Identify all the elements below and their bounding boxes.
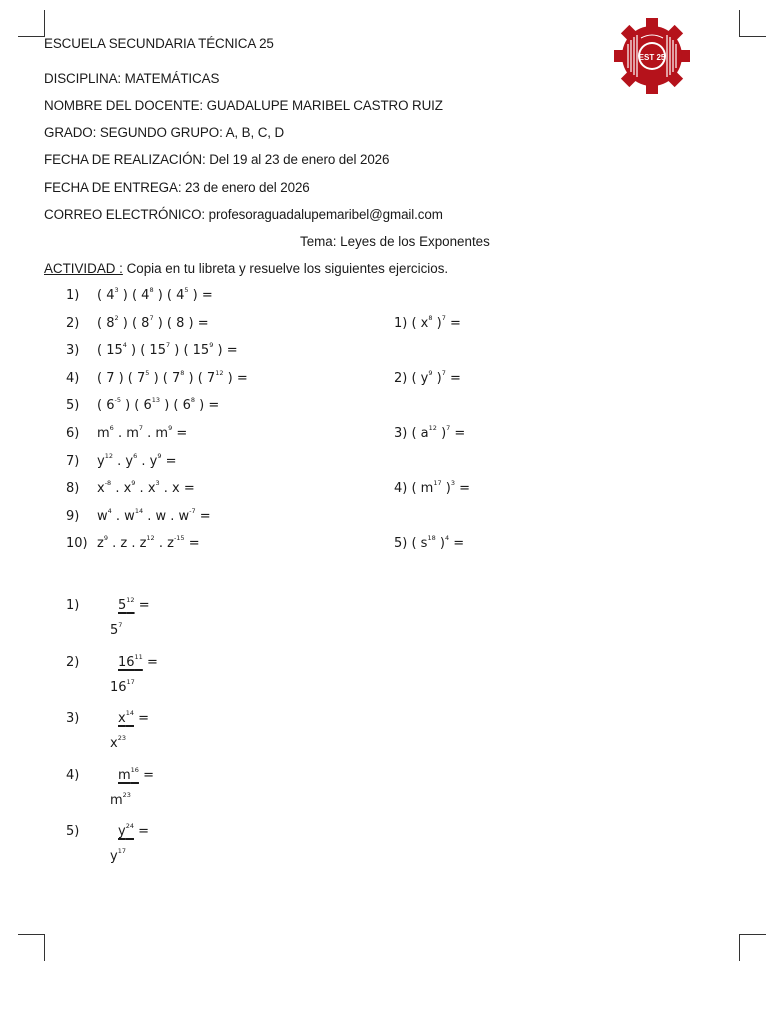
expr-exponent: 11 — [134, 652, 143, 661]
fraction-denominator — [110, 792, 131, 810]
fraction-denominator — [110, 622, 122, 640]
expr-base: ) ( 8 ) = — [153, 315, 209, 331]
expr-exponent: 7 — [165, 341, 171, 350]
exercise-product-1 — [66, 287, 213, 305]
expr-base: ) ( 15 — [170, 343, 210, 359]
expr-base: ( 4 — [97, 288, 115, 303]
numerator-term — [118, 765, 139, 783]
expr-exponent: 23 — [122, 790, 131, 799]
exercise-product-5 — [66, 397, 219, 415]
expr-exponent: 12 — [215, 368, 224, 377]
exercise-number: 6) — [66, 426, 80, 441]
exercise-number: 1) — [66, 288, 80, 303]
crop-mark-bottom-right — [739, 934, 766, 961]
exercise-power-2 — [394, 370, 461, 388]
expr-base: ( 6 — [97, 398, 115, 414]
expr-exponent: 7 — [441, 313, 446, 322]
expr-exponent: 5 — [145, 368, 150, 377]
fraction-numerator — [118, 710, 149, 728]
expr-base: = — [172, 426, 188, 441]
expr-base: . y — [137, 453, 158, 469]
expr-exponent: 9 — [428, 368, 433, 377]
fraction-denominator — [110, 735, 126, 753]
expr-exponent: -7 — [189, 506, 196, 515]
expr-exponent: 5 — [184, 286, 189, 294]
crop-mark-bottom-left — [18, 934, 45, 961]
expr-base: 16 — [118, 654, 135, 670]
expr-exponent: 12 — [428, 424, 437, 432]
expr-exponent: 17 — [117, 847, 126, 855]
equals-sign: = — [142, 654, 158, 670]
exercise-power-1 — [394, 315, 461, 333]
exercise-product-4 — [66, 370, 248, 388]
expr-base: x — [110, 736, 118, 751]
expr-base: ) — [441, 481, 451, 497]
numerator-term — [118, 824, 134, 839]
expr-base: ) — [435, 536, 445, 552]
grade-group-line: GRADO: SEGUNDO GRUPO: A, B, C, D — [44, 125, 285, 140]
expr-exponent: 3 — [155, 479, 160, 488]
expr-base: ) ( 7 — [149, 370, 181, 386]
expr-exponent: 3 — [114, 286, 119, 294]
expr-exponent: 3 — [450, 479, 455, 488]
numerator-term — [118, 652, 143, 670]
expr-base: . x = — [159, 481, 195, 497]
expr-exponent: 7 — [118, 621, 123, 629]
logo-text: EST 25 — [638, 53, 666, 62]
expr-exponent: 14 — [134, 506, 144, 515]
expr-exponent: 8 — [149, 286, 154, 294]
expr-base: x — [97, 481, 105, 497]
exercise-number: 3) — [66, 711, 80, 726]
exercise-product-7 — [66, 453, 176, 471]
expr-exponent: 8 — [190, 396, 196, 405]
activity-instruction — [44, 260, 448, 278]
expr-base: ) ( 6 — [120, 398, 152, 414]
exercise-number: 3) — [66, 343, 80, 359]
expr-base: 5 — [110, 623, 119, 638]
exercise-number: 5) — [66, 398, 80, 414]
expr-base: 3) ( a — [394, 426, 429, 441]
expr-base: ) — [432, 315, 442, 331]
expr-base: = — [445, 370, 461, 386]
expr-base: . x — [111, 481, 132, 497]
expr-exponent: 9 — [157, 451, 162, 460]
expr-base: m — [97, 426, 110, 441]
school-name: ESCUELA SECUNDARIA TÉCNICA 25 — [44, 36, 274, 51]
expr-exponent: 12 — [146, 534, 155, 543]
expr-exponent: 8 — [428, 313, 433, 322]
expr-base: = — [184, 536, 200, 552]
fraction-numerator — [118, 654, 158, 672]
expr-base: ) ( 15 — [126, 343, 166, 359]
crop-mark-top-right — [739, 10, 766, 37]
expr-exponent: 12 — [126, 596, 135, 604]
numerator-term — [118, 711, 134, 726]
exercise-number: 7) — [66, 453, 80, 469]
exercise-product-8 — [66, 480, 195, 498]
expr-base: ) ( 8 — [118, 315, 150, 331]
expr-base: ( 7 ) ( 7 — [97, 370, 146, 386]
teacher-line: NOMBRE DEL DOCENTE: GUADALUPE MARIBEL CASTRO RUIZ — [44, 98, 443, 113]
expr-base: = — [450, 426, 466, 441]
expr-base: ) — [436, 426, 447, 441]
expr-base: . w . w — [143, 508, 190, 524]
expr-exponent: 8 — [180, 368, 185, 377]
expr-exponent: 7 — [441, 368, 446, 377]
exercise-number: 2) — [66, 315, 80, 331]
expr-exponent: 9 — [103, 534, 108, 543]
fraction-numerator — [118, 597, 150, 615]
exercise-number: 4) — [66, 370, 80, 386]
expr-base: ) = — [223, 370, 248, 386]
expr-base: ) ( 6 — [160, 398, 191, 414]
expr-base: m — [110, 792, 123, 808]
expr-exponent: -8 — [104, 479, 112, 488]
expr-base: ) ( 7 — [184, 370, 216, 386]
exercise-power-5 — [394, 535, 464, 553]
expr-exponent: 7 — [138, 424, 144, 432]
expr-exponent: 4 — [107, 506, 112, 515]
expr-exponent: 17 — [433, 479, 442, 488]
topic-line: Tema: Leyes de los Exponentes — [300, 234, 490, 249]
expr-base: z — [97, 536, 104, 552]
expr-base: ) ( 4 — [153, 288, 185, 303]
expr-base: 2) ( y — [394, 370, 429, 386]
expr-base: ( 15 — [97, 343, 123, 359]
expr-exponent: 17 — [126, 677, 135, 686]
expr-exponent: -15 — [173, 534, 185, 543]
equals-sign: = — [138, 767, 154, 783]
expr-base: 4) ( m — [394, 481, 434, 497]
discipline-line: DISCIPLINA: MATEMÁTICAS — [44, 71, 220, 86]
expr-exponent: 24 — [125, 822, 134, 830]
fraction-numerator — [118, 767, 154, 785]
expr-exponent: 4 — [122, 341, 127, 350]
expr-exponent: 2 — [114, 313, 119, 322]
crop-mark-top-left — [18, 10, 45, 37]
expr-base: = — [454, 481, 471, 497]
expr-exponent: 18 — [427, 534, 436, 543]
expr-base: 5 — [118, 598, 127, 613]
expr-base: = — [445, 315, 461, 331]
fraction-denominator — [110, 848, 126, 866]
expr-base: y — [97, 453, 105, 469]
exercise-power-3 — [394, 425, 465, 443]
fraction-denominator — [110, 679, 135, 697]
expr-base: ) = — [188, 288, 213, 303]
expr-exponent: 7 — [149, 313, 154, 322]
expr-base: ) ( 4 — [118, 288, 150, 303]
expr-exponent: 4 — [444, 534, 450, 543]
expr-exponent: 16 — [130, 765, 139, 774]
expr-base: . m — [113, 426, 139, 441]
expr-base: y — [110, 849, 118, 864]
expr-base: . y — [112, 453, 134, 469]
fraction-numerator — [118, 823, 149, 841]
expr-base: 1) ( x — [394, 315, 429, 331]
expr-exponent: 9 — [168, 424, 173, 432]
exercise-product-3 — [66, 342, 238, 360]
delivery-date-line: FECHA DE ENTREGA: 23 de enero del 2026 — [44, 180, 310, 195]
numerator-term — [118, 598, 135, 613]
expr-base: . z . z — [107, 536, 147, 552]
realization-date-line: FECHA DE REALIZACIÓN: Del 19 al 23 de enero del 2026 — [44, 152, 390, 167]
expr-base: . w — [111, 508, 135, 524]
exercise-power-4 — [394, 480, 470, 498]
expr-base: = — [195, 508, 211, 524]
expr-exponent: 9 — [209, 341, 214, 350]
expr-base: . z — [154, 536, 174, 552]
expr-base: = — [161, 453, 177, 469]
equals-sign: = — [133, 711, 150, 726]
exercise-product-6 — [66, 425, 187, 443]
expr-exponent: 9 — [131, 479, 136, 488]
expr-base: 16 — [110, 679, 127, 695]
expr-base: x — [118, 711, 126, 726]
exercise-number: 5) — [66, 824, 80, 839]
exercise-product-9 — [66, 508, 211, 526]
expr-base: w — [97, 508, 108, 524]
exercise-number: 10) — [66, 536, 88, 552]
activity-text: Copia en tu libreta y resuelve los siguientes ejercicios. — [122, 261, 449, 276]
expr-base: ) = — [195, 398, 220, 414]
expr-exponent: 6 — [133, 451, 138, 460]
expr-base: y — [118, 824, 126, 839]
expr-exponent: 23 — [117, 734, 126, 742]
equals-sign: = — [133, 824, 150, 839]
expr-base: = — [449, 536, 465, 552]
expr-base: ( 8 — [97, 315, 115, 331]
expr-exponent: 14 — [125, 709, 134, 717]
expr-exponent: 7 — [446, 424, 451, 432]
exercise-number: 1) — [66, 598, 80, 613]
expr-exponent: 12 — [104, 451, 113, 460]
expr-exponent: 6 — [109, 424, 114, 432]
equals-sign: = — [134, 598, 150, 613]
exercise-number: 2) — [66, 654, 80, 670]
exercise-product-10 — [66, 535, 200, 553]
expr-base: . x — [135, 481, 156, 497]
expr-base: ) — [432, 370, 442, 386]
expr-base: m — [118, 767, 131, 783]
expr-exponent: -5 — [114, 396, 121, 405]
expr-base: 5) ( s — [394, 536, 428, 552]
email-line: CORREO ELECTRÓNICO: profesoraguadalupemaribel@gmail.com — [44, 207, 443, 222]
expr-base: . m — [143, 426, 169, 441]
activity-label: ACTIVIDAD : — [44, 261, 123, 276]
exercise-number: 4) — [66, 767, 80, 783]
exercise-number: 9) — [66, 508, 80, 524]
expr-base: ) = — [213, 343, 238, 359]
exercise-number: 8) — [66, 481, 80, 497]
expr-exponent: 13 — [151, 396, 161, 405]
exercise-product-2 — [66, 315, 209, 333]
school-logo-icon — [612, 16, 692, 96]
